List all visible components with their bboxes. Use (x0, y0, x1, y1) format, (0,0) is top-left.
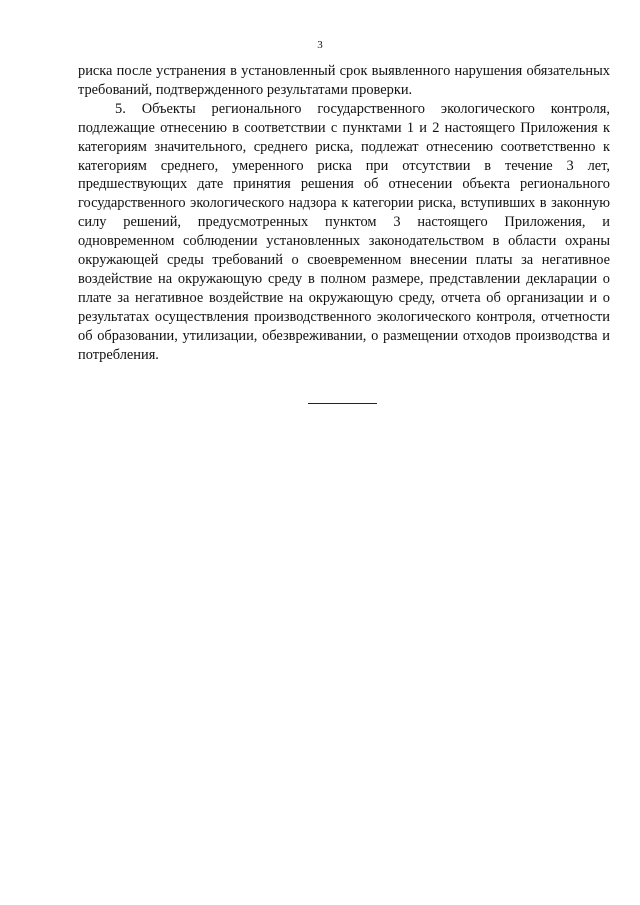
paragraph-item-5: 5. Объекты регионального государственного экологического контроля, подлежащие отнесению в соответствии с пунктами 1 и 2 настоящего Приложения к категориям значительного, среднего риска, подлежат отнесению соответственно к категориям среднего, умеренного риска при отсутствии в течение 3 лет, предшествующих дате принятия решения об отнесении объекта регионального государственного экологического надзора к категории риска, вступивших в законную силу решений, предусмотренных пунктом 3 настоящего Приложения, и одновременном соблюдении установленных законодательством в области охраны окружающей среды требований о своевременном внесении платы за негативное воздействие на окружающую среду в полном размере, представлении декларации о плате за негативное воздействие на окружающую среду, отчета об организации и о результатах осуществления производственного экологического контроля, отчетности об образовании, утилизации, обезвреживании, о размещении отходов производства и потребления. (78, 100, 610, 363)
end-of-document-rule (308, 403, 377, 404)
paragraph-continuation: риска после устранения в установленный срок выявленного нарушения обязательных требований, подтвержденного результатами проверки. (78, 63, 610, 98)
document-body (78, 62, 610, 365)
page-number: 3 (317, 39, 323, 51)
